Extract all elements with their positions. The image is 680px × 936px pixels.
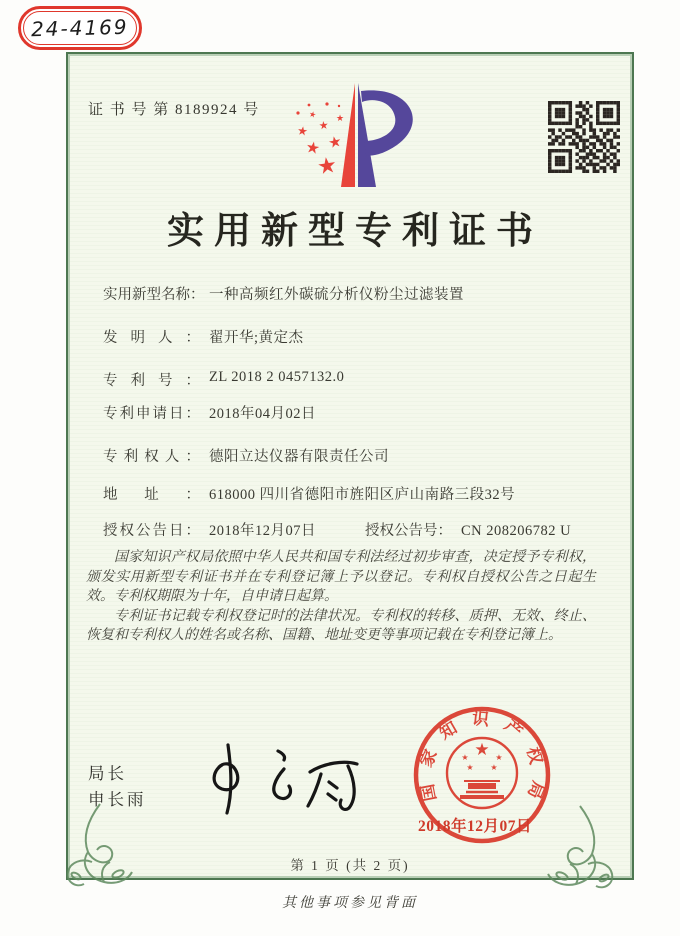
logo-p-bowl — [361, 90, 413, 155]
field-value: 德阳立达仪器有限责任公司 — [209, 449, 389, 465]
logo-stars — [296, 102, 344, 180]
svg-text:★: ★ — [461, 753, 469, 762]
certificate-number: 证 书 号 第 8189924 号 — [88, 102, 260, 118]
svg-text:★: ★ — [335, 114, 345, 124]
legal-paragraph-2: 专利证书记载专利权登记时的法律状况。专利权的转移、质押、无效、终止、恢复和专利权人的姓名或名称、国籍、地址变更等事项记载在专利登记簿上。 — [86, 608, 596, 643]
svg-text:★: ★ — [466, 763, 474, 772]
field-row-patent-number — [103, 369, 344, 390]
grant-number-pair — [365, 519, 571, 540]
field-row-patentee — [103, 445, 389, 466]
svg-text:★: ★ — [296, 123, 309, 139]
certificate-sheet — [66, 52, 634, 880]
field-label: 授权公告号： — [365, 523, 452, 539]
svg-text:★: ★ — [326, 131, 344, 153]
svg-text:★: ★ — [474, 740, 490, 759]
corner-flourish-right-icon — [542, 802, 638, 894]
director-signature-icon — [198, 733, 380, 825]
field-label: 实用新型名称： — [103, 287, 205, 303]
field-label: 专利申请日： — [103, 406, 200, 422]
field-value: 618000 四川省德阳市旌阳区庐山南路三段32号 — [209, 487, 516, 503]
svg-text:★: ★ — [315, 152, 339, 181]
field-value: ZL 2018 2 0457132.0 — [209, 369, 345, 385]
seal-date: 2018年12月07日 — [418, 818, 533, 835]
field-label: 专利权人： — [103, 449, 200, 465]
logo-red-wedge — [341, 83, 355, 187]
corner-flourish-left-icon — [42, 800, 138, 892]
legal-paragraph-1: 国家知识产权局依照中华人民共和国专利法经过初步审查，决定授予专利权，颁发实用新型专利证书并在专利登记簿上予以登记。专利权自授权公告之日起生效。专利权期限为十年，自申请日起算。 — [86, 550, 596, 604]
field-row-filing-date — [103, 402, 316, 423]
field-value: 2018年12月07日 — [209, 523, 316, 539]
svg-text:★: ★ — [495, 753, 503, 762]
national-emblem — [447, 738, 517, 808]
svg-text:★: ★ — [318, 118, 330, 133]
field-value: 翟开华;黄定杰 — [209, 330, 304, 346]
handwritten-serial-stamp — [18, 6, 142, 50]
qr-code — [548, 101, 620, 173]
field-value: 2018年04月02日 — [209, 406, 316, 422]
page-number: 第 1 页 (共 2 页) — [290, 858, 410, 873]
svg-text:★: ★ — [490, 763, 498, 772]
field-label: 地址： — [103, 487, 200, 503]
svg-text:★: ★ — [304, 136, 322, 159]
field-row-utility-name — [103, 283, 464, 304]
svg-text:★: ★ — [308, 109, 318, 120]
field-row-address — [103, 483, 515, 504]
director-name: 申长雨 — [88, 791, 147, 809]
director-title: 局长 — [88, 765, 127, 783]
seal-text: 国家知识产权局 — [415, 708, 549, 815]
field-label: 发明人： — [103, 330, 200, 346]
certificate-title: 实用新型专利证书 — [167, 211, 543, 252]
field-label: 专利号： — [103, 373, 200, 389]
cnipa-patent-logo-icon — [278, 74, 443, 198]
stamp-serial-number: 24-4169 — [30, 14, 130, 42]
field-row-inventor — [103, 326, 304, 347]
field-value: 一种高频红外碳硫分析仪粉尘过滤装置 — [209, 287, 464, 303]
back-note: 其他事项参见背面 — [282, 896, 418, 911]
field-value: CN 208206782 U — [461, 523, 572, 539]
field-row-grant — [103, 519, 572, 540]
field-label: 授权公告日： — [103, 523, 200, 539]
legal-text — [86, 548, 596, 646]
